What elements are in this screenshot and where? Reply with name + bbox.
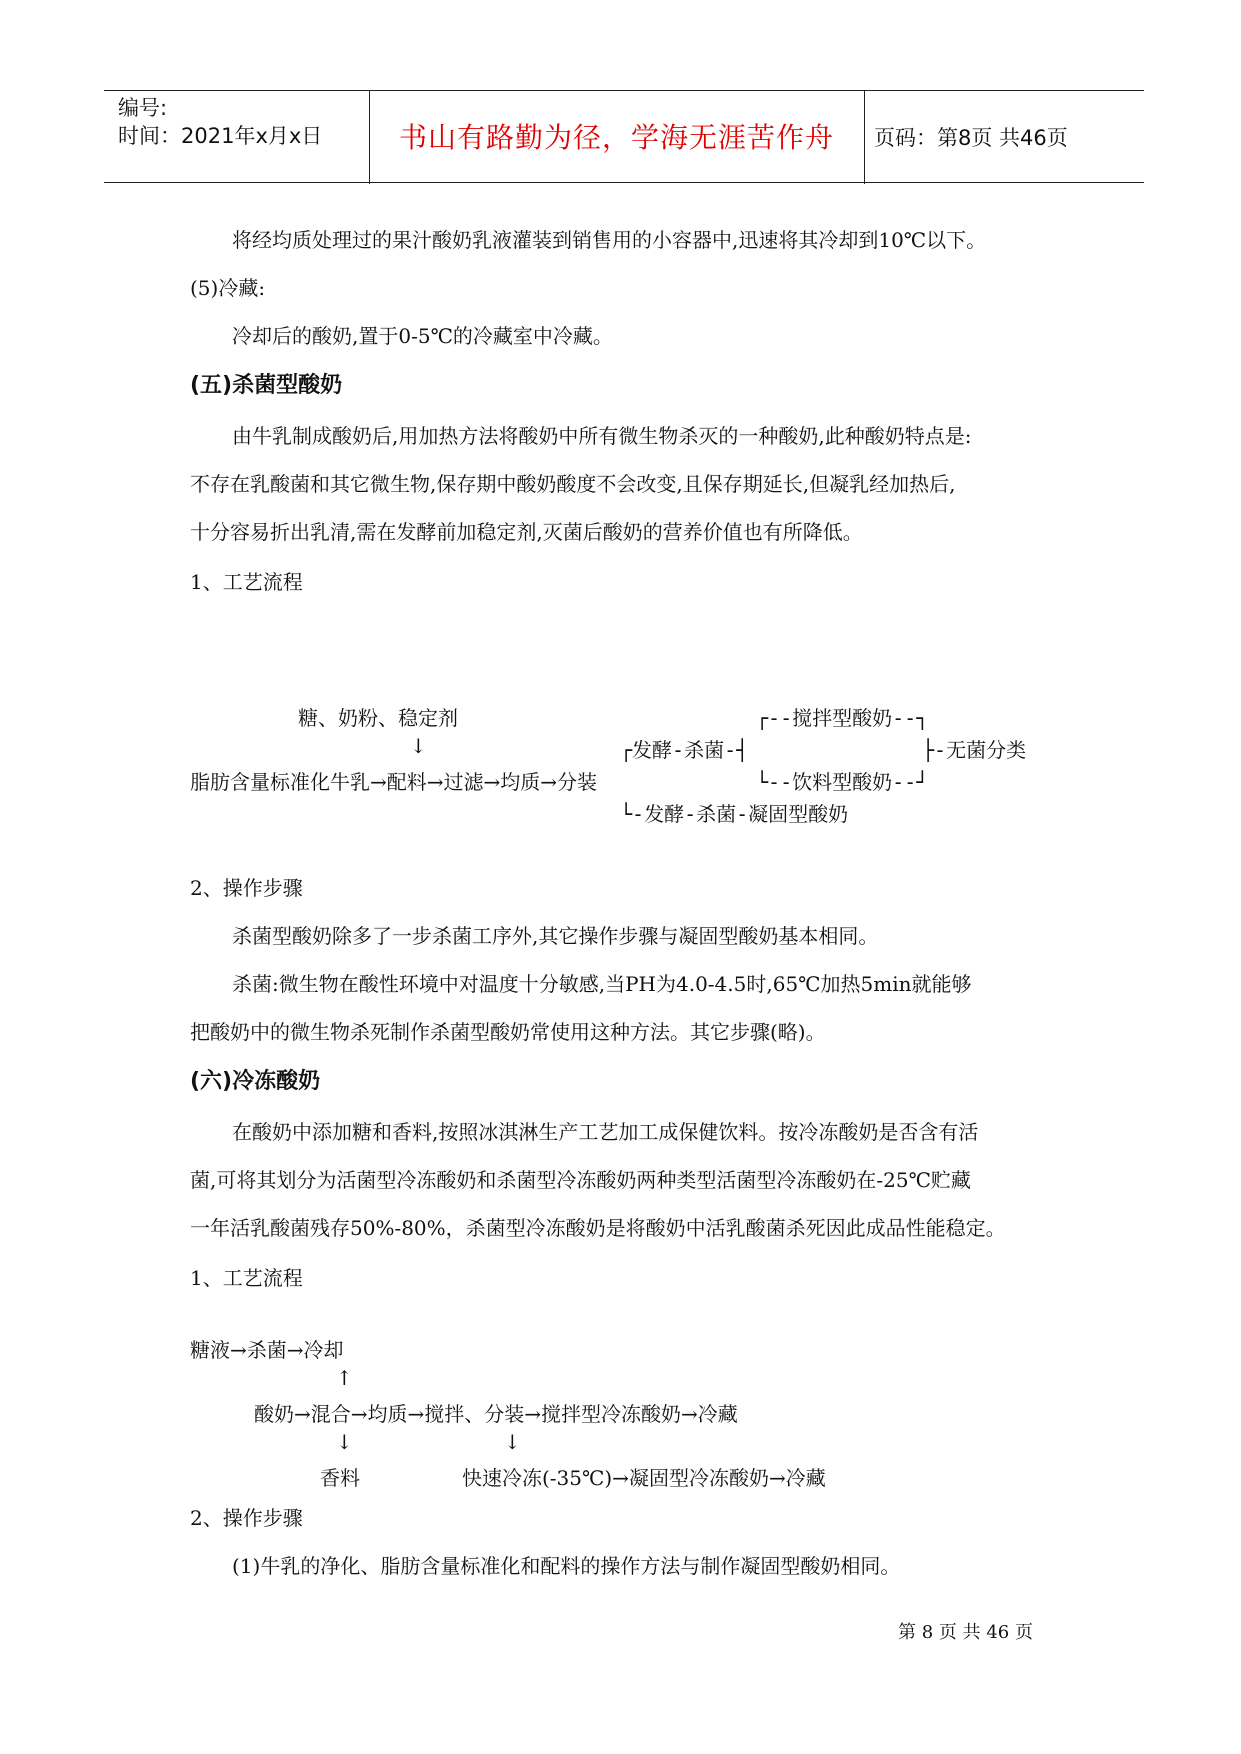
flow2-arrow-up: ↑ bbox=[336, 1366, 353, 1390]
section-heading-frozen: (六)冷冻酸奶 bbox=[190, 1069, 321, 1094]
flow2-main-line: 酸奶→混合→均质→搅拌、分装→搅拌型冷冻酸奶→冷藏 bbox=[254, 1402, 738, 1426]
paragraph-sterilized-line-2: 不存在乳酸菌和其它微生物,保存期中酸奶酸度不会改变,且保存期延长,但凝乳经加热后, bbox=[190, 472, 956, 496]
paragraph-frozen-line-1: 在酸奶中添加糖和香料,按照冰淇淋生产工艺加工成保健饮料。按冷冻酸奶是否含有活 bbox=[232, 1120, 979, 1144]
paragraph-milk-prep: (1)牛乳的净化、脂肪含量标准化和配料的操作方法与制作凝固型酸奶相同。 bbox=[232, 1554, 901, 1578]
flow2-syrup-line: 糖液→杀菌→冷却 bbox=[190, 1338, 344, 1362]
page-header bbox=[104, 90, 1144, 184]
header-divider-2 bbox=[864, 90, 865, 184]
footer-page-number: 第 8 页 共 46 页 bbox=[898, 1622, 1033, 1643]
header-meta bbox=[118, 94, 322, 150]
paragraph-sterilize-line-2: 把酸奶中的微生物杀死制作杀菌型酸奶常使用这种方法。其它步骤(略)。 bbox=[190, 1020, 826, 1044]
flow2-arrow-down-freeze: ↓ bbox=[504, 1430, 521, 1454]
flow1-branch-top: ┌发酵-杀菌-┤ bbox=[620, 738, 749, 762]
paragraph-sterilized-line-3: 十分容易折出乳清,需在发酵前加稳定剂,灭菌后酸奶的营养价值也有所降低。 bbox=[190, 520, 863, 544]
flow1-additives: 糖、奶粉、稳定剂 bbox=[298, 706, 458, 730]
paragraph-fill: 将经均质处理过的果汁酸奶乳液灌装到销售用的小容器中,迅速将其冷却到10℃以下。 bbox=[232, 228, 987, 252]
paragraph-frozen-line-3: 一年活乳酸菌残存50%-80%，杀菌型冷冻酸奶是将酸奶中活乳酸菌杀死因此成品性能稳定。 bbox=[190, 1216, 1006, 1240]
flow2-flavor: 香料 bbox=[320, 1466, 360, 1490]
step-cold-storage: (5)冷藏: bbox=[190, 276, 266, 300]
flow1-branch-bottom: └-发酵-杀菌-凝固型酸奶 bbox=[620, 802, 849, 826]
flow1-drink-type: └--饮料型酸奶--┘ bbox=[756, 770, 929, 794]
subheading-process-flow-1: 1、工艺流程 bbox=[190, 570, 303, 594]
subheading-steps-1: 2、操作步骤 bbox=[190, 876, 303, 900]
flow2-arrow-down-flavor: ↓ bbox=[336, 1430, 353, 1454]
header-top-rule bbox=[104, 90, 1144, 91]
flow1-main-line: 脂肪含量标准化牛乳→配料→过滤→均质→分装 bbox=[190, 770, 598, 794]
section-heading-sterilized: (五)杀菌型酸奶 bbox=[190, 373, 343, 398]
paragraph-sterilize-line-1: 杀菌:微生物在酸性环境中对温度十分敏感,当PH为4.0-4.5时,65℃加热5min就能够 bbox=[232, 972, 972, 996]
header-number-label: 编号: bbox=[118, 96, 168, 120]
flow1-stir-type: ┌--搅拌型酸奶--┐ bbox=[756, 706, 929, 730]
paragraph-storage: 冷却后的酸奶,置于0-5℃的冷藏室中冷藏。 bbox=[232, 324, 613, 348]
flow1-arrow-down: ↓ bbox=[410, 734, 427, 758]
header-page-label: 页码：第8页 共46页 bbox=[874, 126, 1068, 150]
header-time-label: 时间：2021年x月x日 bbox=[118, 124, 323, 148]
flow2-freeze-line: 快速冷冻(-35℃)→凝固型冷冻酸奶→冷藏 bbox=[462, 1466, 826, 1490]
subheading-steps-2: 2、操作步骤 bbox=[190, 1506, 303, 1530]
paragraph-frozen-line-2: 菌,可将其划分为活菌型冷冻酸奶和杀菌型冷冻酸奶两种类型活菌型冷冻酸奶在-25℃贮藏 bbox=[190, 1168, 971, 1192]
paragraph-steps: 杀菌型酸奶除多了一步杀菌工序外,其它操作步骤与凝固型酸奶基本相同。 bbox=[232, 924, 879, 948]
paragraph-sterilized-line-1: 由牛乳制成酸奶后,用加热方法将酸奶中所有微生物杀灭的一种酸奶,此种酸奶特点是: bbox=[232, 424, 972, 448]
flow1-aseptic: ├-无菌分类 bbox=[922, 738, 1027, 762]
subheading-process-flow-2: 1、工艺流程 bbox=[190, 1266, 303, 1290]
header-motto: 书山有路勤为径，学海无涯苦作舟 bbox=[398, 121, 834, 154]
header-bottom-rule bbox=[104, 182, 1144, 183]
